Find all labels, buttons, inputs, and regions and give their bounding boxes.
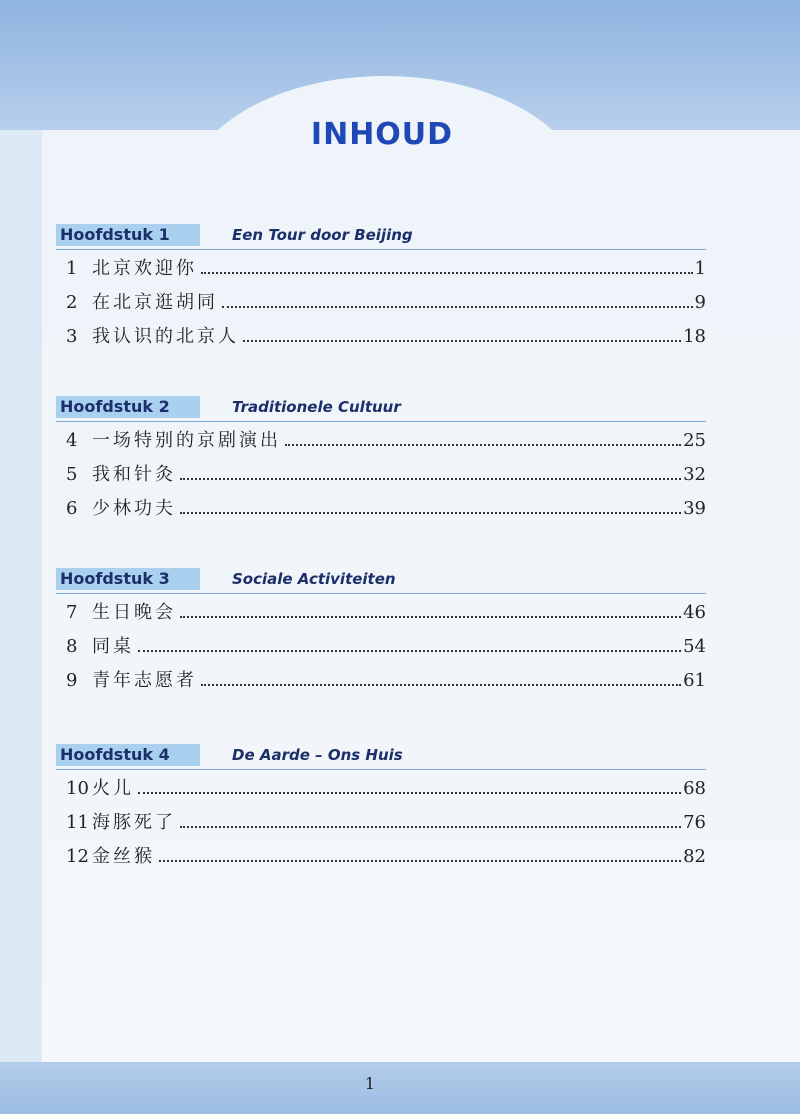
chapter-section bbox=[56, 224, 706, 354]
lesson-title: 在北京逛胡同 bbox=[92, 292, 218, 313]
chapter-section bbox=[56, 568, 706, 698]
chapter-divider bbox=[56, 769, 706, 770]
chapter-section bbox=[56, 396, 706, 526]
dot-leader bbox=[243, 340, 681, 342]
chapter-title: De Aarde – Ons Huis bbox=[232, 746, 403, 764]
lesson-title: 我认识的北京人 bbox=[92, 326, 239, 347]
chapter-divider bbox=[56, 421, 706, 422]
dot-leader bbox=[138, 650, 681, 652]
lesson-number: 11 bbox=[66, 812, 89, 833]
lesson-page: 54 bbox=[683, 636, 706, 657]
toc-entry[interactable] bbox=[56, 458, 706, 492]
chapter-title: Traditionele Cultuur bbox=[232, 398, 401, 416]
toc-entry[interactable] bbox=[56, 492, 706, 526]
lesson-page: 32 bbox=[683, 464, 706, 485]
toc-entry[interactable] bbox=[56, 286, 706, 320]
chapter-label: Hoofdstuk 1 bbox=[56, 224, 200, 246]
lesson-title: 北京欢迎你 bbox=[92, 258, 197, 279]
chapter-header bbox=[56, 568, 706, 590]
toc-entry[interactable] bbox=[56, 664, 706, 698]
lesson-number: 8 bbox=[66, 636, 78, 657]
page-number: 1 bbox=[364, 1074, 376, 1093]
dot-leader bbox=[159, 860, 681, 862]
toc-entry[interactable] bbox=[56, 320, 706, 354]
lesson-title: 青年志愿者 bbox=[92, 670, 197, 691]
lesson-number: 9 bbox=[66, 670, 78, 691]
lesson-number: 5 bbox=[66, 464, 78, 485]
chapter-title: Sociale Activiteiten bbox=[232, 570, 396, 588]
chapter-label: Hoofdstuk 2 bbox=[56, 396, 200, 418]
chapter-header bbox=[56, 744, 706, 766]
lesson-page: 46 bbox=[683, 602, 706, 623]
dot-leader bbox=[138, 792, 681, 794]
dot-leader bbox=[180, 616, 681, 618]
lesson-number: 10 bbox=[66, 778, 89, 799]
lesson-number: 3 bbox=[66, 326, 78, 347]
lesson-title: 同桌 bbox=[92, 636, 134, 657]
toc-entry[interactable] bbox=[56, 252, 706, 286]
lesson-page: 18 bbox=[683, 326, 706, 347]
lesson-title: 海豚死了 bbox=[92, 812, 176, 833]
lesson-title: 我和针灸 bbox=[92, 464, 176, 485]
lesson-page: 61 bbox=[683, 670, 706, 691]
toc-entry[interactable] bbox=[56, 424, 706, 458]
toc-entry[interactable] bbox=[56, 772, 706, 806]
dot-leader bbox=[180, 512, 681, 514]
dot-leader bbox=[201, 684, 681, 686]
lesson-number: 4 bbox=[66, 430, 78, 451]
chapter-title: Een Tour door Beijing bbox=[232, 226, 413, 244]
chapter-header bbox=[56, 224, 706, 246]
lesson-number: 7 bbox=[66, 602, 78, 623]
lesson-page: 1 bbox=[694, 258, 706, 279]
toc-entry[interactable] bbox=[56, 630, 706, 664]
toc-entry[interactable] bbox=[56, 806, 706, 840]
chapter-label: Hoofdstuk 4 bbox=[56, 744, 200, 766]
chapter-label: Hoofdstuk 3 bbox=[56, 568, 200, 590]
lesson-number: 1 bbox=[66, 258, 78, 279]
chapter-header bbox=[56, 396, 706, 418]
lesson-page: 68 bbox=[683, 778, 706, 799]
lesson-title: 少林功夫 bbox=[92, 498, 176, 519]
lesson-page: 76 bbox=[683, 812, 706, 833]
lesson-page: 25 bbox=[683, 430, 706, 451]
dot-leader bbox=[180, 826, 681, 828]
dot-leader bbox=[285, 444, 681, 446]
lesson-number: 2 bbox=[66, 292, 78, 313]
page-title: INHOUD bbox=[310, 117, 454, 152]
lesson-title: 一场特别的京剧演出 bbox=[92, 430, 281, 451]
lesson-title: 金丝猴 bbox=[92, 846, 155, 867]
side-strip bbox=[0, 130, 42, 1062]
lesson-number: 12 bbox=[66, 846, 89, 867]
lesson-page: 39 bbox=[683, 498, 706, 519]
lesson-title: 火儿 bbox=[92, 778, 134, 799]
lesson-page: 82 bbox=[683, 846, 706, 867]
lesson-page: 9 bbox=[694, 292, 706, 313]
lesson-number: 6 bbox=[66, 498, 78, 519]
toc-entry[interactable] bbox=[56, 596, 706, 630]
dot-leader bbox=[201, 272, 693, 274]
lesson-title: 生日晚会 bbox=[92, 602, 176, 623]
chapter-section bbox=[56, 744, 706, 874]
dot-leader bbox=[180, 478, 681, 480]
chapter-divider bbox=[56, 249, 706, 250]
toc-entry[interactable] bbox=[56, 840, 706, 874]
chapter-divider bbox=[56, 593, 706, 594]
dot-leader bbox=[222, 306, 693, 308]
